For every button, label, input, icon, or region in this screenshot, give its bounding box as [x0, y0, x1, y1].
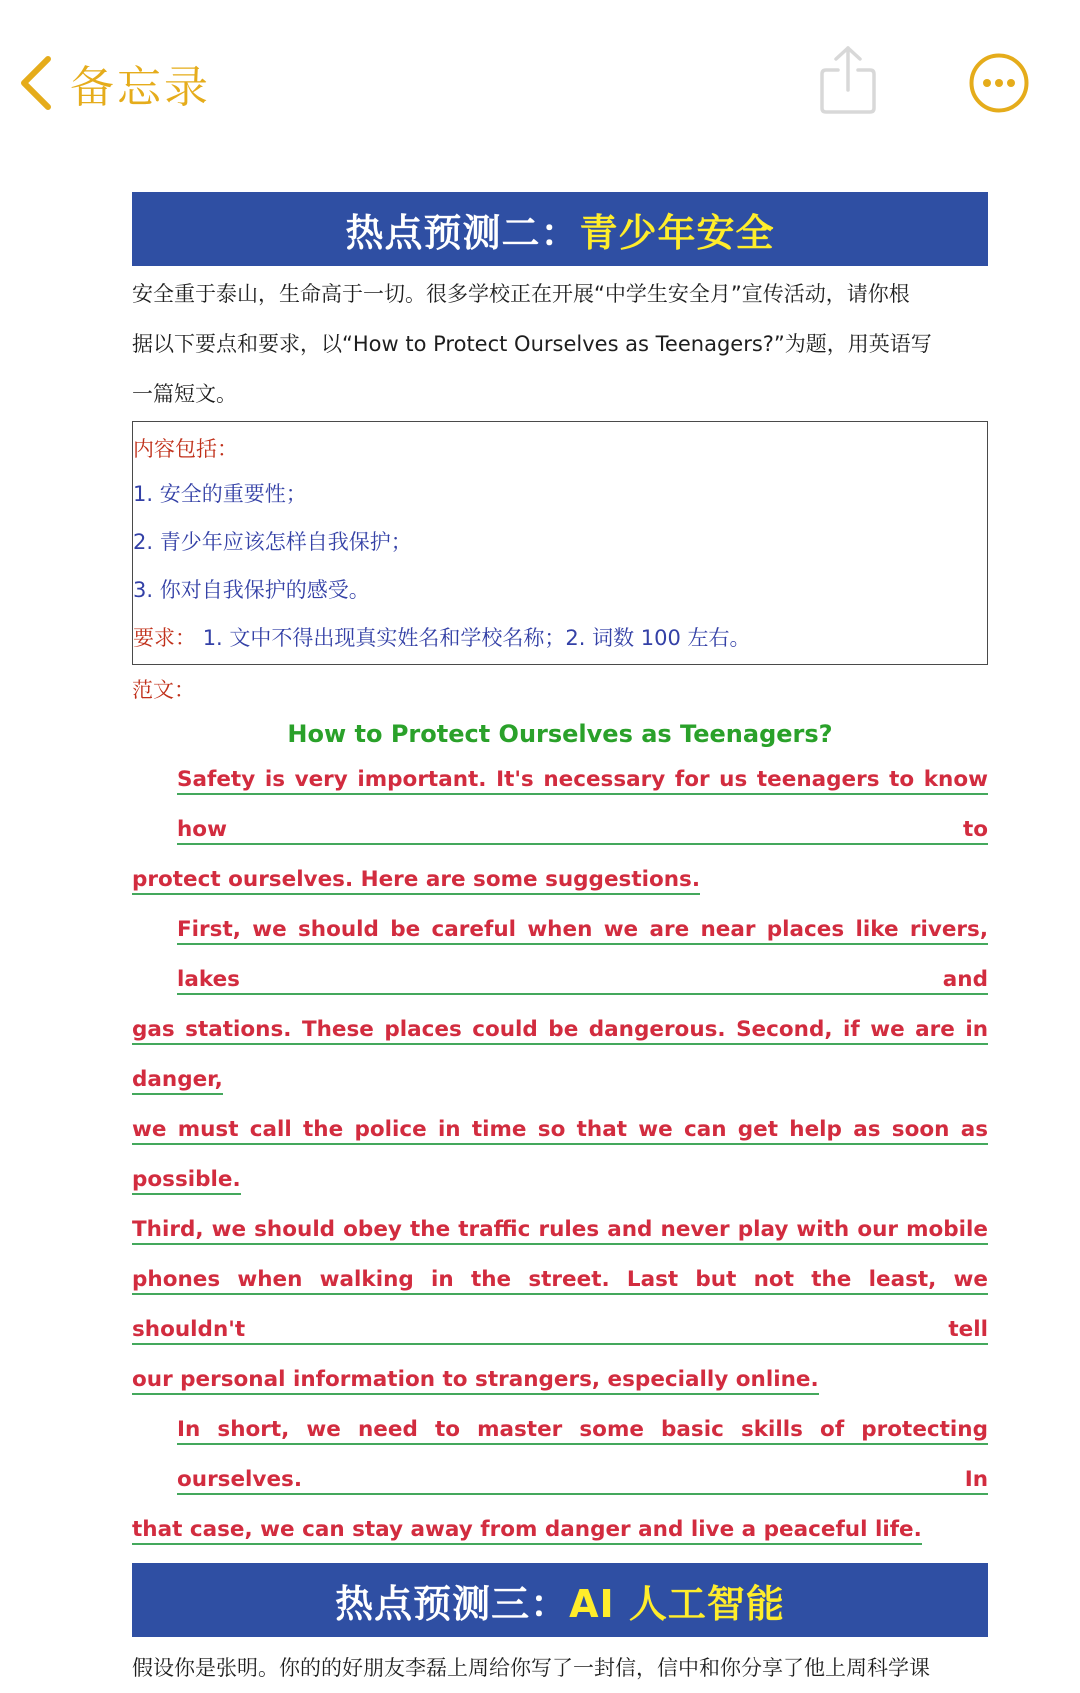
section-banner-3	[132, 1563, 988, 1637]
essay-line: Third, we should obey the traffic rules and never play with our mobile	[132, 1205, 988, 1255]
section3-intro: 假设你是张明。你的的好朋友李磊上周给你写了一封信，信中和你分享了他上周科学课	[132, 1656, 930, 1680]
essay-line: protect ourselves. Here are some suggestions.	[132, 855, 988, 905]
essay-line: phones when walking in the street. Last but not the least, we shouldn't tell	[132, 1255, 988, 1355]
banner-prefix: 热点预测三：	[335, 1581, 570, 1626]
back-button[interactable]	[18, 50, 211, 116]
essay-line: First, we should be careful when we are near places like rivers, lakes and	[132, 905, 988, 1005]
essay-title: How to Protect Ourselves as Teenagers?	[287, 720, 833, 748]
share-icon	[818, 44, 878, 116]
more-icon	[968, 52, 1030, 114]
more-button[interactable]	[968, 52, 1030, 114]
essay-line: Safety is very important. It's necessary for us teenagers to know how to	[132, 755, 988, 855]
back-label: 备忘录	[70, 62, 211, 113]
banner-prefix: 热点预测二：	[345, 210, 580, 255]
essay-line: In short, we need to master some basic skills of protecting ourselves. In	[132, 1405, 988, 1505]
essay-line: that case, we can stay away from danger and live a peaceful life.	[132, 1505, 988, 1555]
intro-line: 安全重于泰山，生命高于一切。很多学校正在开展“中学生安全月”宣传活动，请你根	[132, 282, 910, 306]
section-banner-2	[132, 192, 988, 266]
requirement-label: 要求：	[133, 626, 196, 650]
note-content	[132, 192, 988, 1693]
content-item: 3. 你对自我保护的感受。	[133, 578, 370, 602]
banner-highlight: 青少年安全	[579, 210, 775, 255]
banner-highlight: AI 人工智能	[569, 1581, 785, 1626]
essay-line: we must call the police in time so that we can get help as soon as possible.	[132, 1105, 988, 1205]
content-item: 2. 青少年应该怎样自我保护；	[133, 530, 412, 554]
essay-line: gas stations. These places could be dangerous. Second, if we are in danger,	[132, 1005, 988, 1105]
intro-line: 一篇短文。	[132, 382, 237, 406]
intro-paragraph	[132, 269, 988, 419]
intro-line: 据以下要点和要求，以“How to Protect Ourselves as Teenagers?”为题，用英语写	[132, 332, 932, 356]
essay-line: our personal information to strangers, especially online.	[132, 1355, 988, 1405]
sample-label: 范文：	[132, 678, 195, 702]
requirements-box	[132, 421, 988, 665]
content-item: 1. 安全的重要性；	[133, 482, 307, 506]
requirement-text: 1. 文中不得出现真实姓名和学校名称；2. 词数 100 左右。	[202, 626, 751, 650]
share-button[interactable]	[818, 44, 878, 116]
essay-body	[132, 755, 988, 1555]
navigation-bar	[0, 0, 1080, 160]
content-label: 内容包括：	[133, 437, 238, 461]
chevron-left-icon	[18, 55, 52, 111]
